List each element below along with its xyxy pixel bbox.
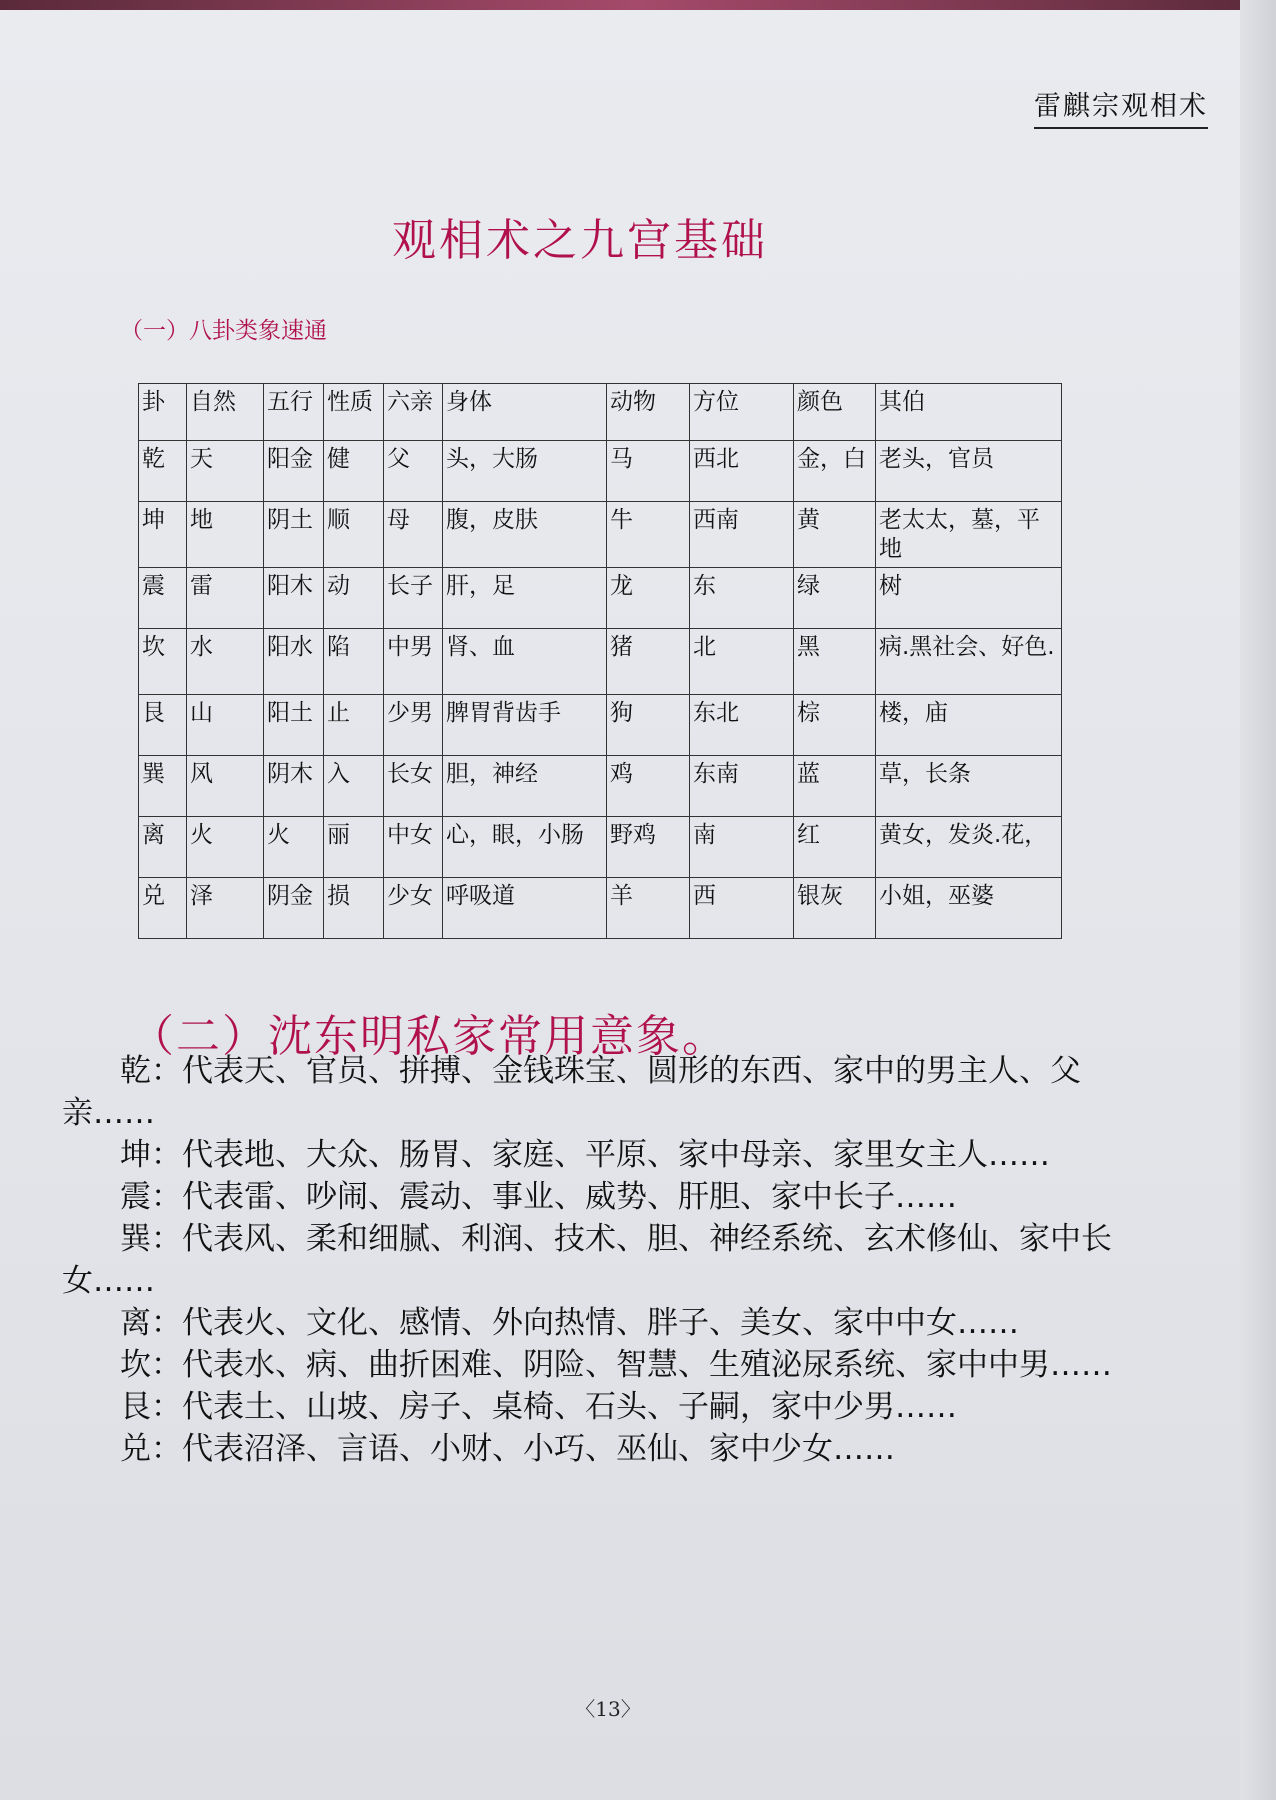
running-header: 雷麒宗观相术 <box>1034 84 1208 129</box>
table-row <box>139 756 1062 817</box>
table-cell: 阴土 <box>264 502 324 568</box>
imagery-paragraph: 震：代表雷、吵闹、震动、事业、威势、肝胆、家中长子…… <box>120 1179 957 1215</box>
table-cell: 丽 <box>324 817 384 878</box>
table-cell: 艮 <box>139 695 187 756</box>
table-cell: 阴木 <box>264 756 324 817</box>
table-cell: 坎 <box>139 629 187 695</box>
table-cell: 肝，足 <box>443 568 607 629</box>
table-cell: 阳木 <box>264 568 324 629</box>
page-number: 〈13〉 <box>575 1697 641 1721</box>
table-cell: 金，白 <box>794 441 876 502</box>
table-cell: 草，长条 <box>876 756 1062 817</box>
table-cell: 马 <box>607 441 690 502</box>
table-cell: 入 <box>324 756 384 817</box>
table-header-cell: 方位 <box>690 384 794 441</box>
table-row <box>139 629 1062 695</box>
table-cell: 牛 <box>607 502 690 568</box>
table-cell: 父 <box>384 441 443 502</box>
table-cell: 损 <box>324 878 384 939</box>
section-2-heading: （二）沈东明私家常用意象。 <box>130 1011 728 1062</box>
table-row <box>139 695 1062 756</box>
table-cell: 止 <box>324 695 384 756</box>
table-cell: 楼，庙 <box>876 695 1062 756</box>
table-cell: 阳水 <box>264 629 324 695</box>
table-cell: 树 <box>876 568 1062 629</box>
table-cell: 脾胃背齿手 <box>443 695 607 756</box>
table-cell: 火 <box>187 817 264 878</box>
table-cell: 绿 <box>794 568 876 629</box>
table-cell: 小姐，巫婆 <box>876 878 1062 939</box>
table-header-cell: 颜色 <box>794 384 876 441</box>
table-header-row <box>139 384 1062 441</box>
imagery-paragraph: 乾：代表天、官员、拼搏、金钱珠宝、圆形的东西、家中的男主人、父亲…… <box>62 1053 1081 1131</box>
top-edge-band <box>0 0 1276 10</box>
imagery-paragraph: 艮：代表土、山坡、房子、桌椅、石头、子嗣，家中少男…… <box>120 1389 957 1425</box>
table-cell: 心，眼，小肠 <box>443 817 607 878</box>
table-cell: 离 <box>139 817 187 878</box>
table-cell: 东 <box>690 568 794 629</box>
imagery-paragraph: 离：代表火、文化、感情、外向热情、胖子、美女、家中中女…… <box>120 1305 1019 1341</box>
table-row <box>139 878 1062 939</box>
table-header-cell: 卦 <box>139 384 187 441</box>
page-edge-shadow <box>1240 0 1276 1800</box>
table-cell: 少男 <box>384 695 443 756</box>
table-cell: 野鸡 <box>607 817 690 878</box>
table-cell: 长子 <box>384 568 443 629</box>
table-cell: 黄 <box>794 502 876 568</box>
table-cell: 西南 <box>690 502 794 568</box>
table-cell: 龙 <box>607 568 690 629</box>
table-cell: 地 <box>187 502 264 568</box>
table-header-cell: 五行 <box>264 384 324 441</box>
imagery-paragraph: 兑：代表沼泽、言语、小财、小巧、巫仙、家中少女…… <box>120 1431 895 1467</box>
table-cell: 火 <box>264 817 324 878</box>
imagery-paragraph: 坤：代表地、大众、肠胃、家庭、平原、家中母亲、家里女主人…… <box>120 1137 1050 1173</box>
table-cell: 黄女，发炎.花， <box>876 817 1062 878</box>
table-cell: 健 <box>324 441 384 502</box>
table-cell: 鸡 <box>607 756 690 817</box>
table-cell: 狗 <box>607 695 690 756</box>
table-header-cell: 性质 <box>324 384 384 441</box>
table-cell: 南 <box>690 817 794 878</box>
table-cell: 乾 <box>139 441 187 502</box>
table-cell: 头，大肠 <box>443 441 607 502</box>
table-cell: 胆，神经 <box>443 756 607 817</box>
table-cell: 阳土 <box>264 695 324 756</box>
table-cell: 少女 <box>384 878 443 939</box>
imagery-list <box>62 1050 1172 1470</box>
table-cell: 巽 <box>139 756 187 817</box>
table-cell: 动 <box>324 568 384 629</box>
table-cell: 红 <box>794 817 876 878</box>
table-header-cell: 六亲 <box>384 384 443 441</box>
bagua-table <box>138 383 1062 939</box>
table-cell: 阳金 <box>264 441 324 502</box>
imagery-paragraph: 巽：代表风、柔和细腻、利润、技术、胆、神经系统、玄术修仙、家中长女…… <box>62 1221 1112 1299</box>
table-cell: 阴金 <box>264 878 324 939</box>
table-cell: 中女 <box>384 817 443 878</box>
table-cell: 北 <box>690 629 794 695</box>
table-cell: 东南 <box>690 756 794 817</box>
table-cell: 病.黑社会、好色. <box>876 629 1062 695</box>
table-header-cell: 身体 <box>443 384 607 441</box>
page-title: 观相术之九宫基础 <box>392 215 768 266</box>
table-row <box>139 441 1062 502</box>
table-cell: 风 <box>187 756 264 817</box>
table-cell: 中男 <box>384 629 443 695</box>
table-cell: 呼吸道 <box>443 878 607 939</box>
table-cell: 雷 <box>187 568 264 629</box>
table-cell: 腹，皮肤 <box>443 502 607 568</box>
table-cell: 西 <box>690 878 794 939</box>
section-1-heading: （一）八卦类象速通 <box>120 318 327 344</box>
table-cell: 老头，官员 <box>876 441 1062 502</box>
table-row <box>139 568 1062 629</box>
table-cell: 兑 <box>139 878 187 939</box>
table-cell: 陷 <box>324 629 384 695</box>
table-cell: 水 <box>187 629 264 695</box>
table-cell: 棕 <box>794 695 876 756</box>
table-cell: 长女 <box>384 756 443 817</box>
table-cell: 蓝 <box>794 756 876 817</box>
table-cell: 老太太，墓，平地 <box>876 502 1062 568</box>
table-cell: 泽 <box>187 878 264 939</box>
table-cell: 山 <box>187 695 264 756</box>
table-row <box>139 817 1062 878</box>
table-cell: 东北 <box>690 695 794 756</box>
table-cell: 羊 <box>607 878 690 939</box>
table-cell: 震 <box>139 568 187 629</box>
table-cell: 西北 <box>690 441 794 502</box>
table-cell: 顺 <box>324 502 384 568</box>
table-cell: 坤 <box>139 502 187 568</box>
table-header-cell: 自然 <box>187 384 264 441</box>
table-cell: 银灰 <box>794 878 876 939</box>
table-cell: 黑 <box>794 629 876 695</box>
table-cell: 母 <box>384 502 443 568</box>
table-cell: 肾、血 <box>443 629 607 695</box>
table-header-cell: 动物 <box>607 384 690 441</box>
imagery-paragraph: 坎：代表水、病、曲折困难、阴险、智慧、生殖泌尿系统、家中中男…… <box>120 1347 1112 1383</box>
table-cell: 天 <box>187 441 264 502</box>
table-header-cell: 其伯 <box>876 384 1062 441</box>
table-cell: 猪 <box>607 629 690 695</box>
table-row <box>139 502 1062 568</box>
